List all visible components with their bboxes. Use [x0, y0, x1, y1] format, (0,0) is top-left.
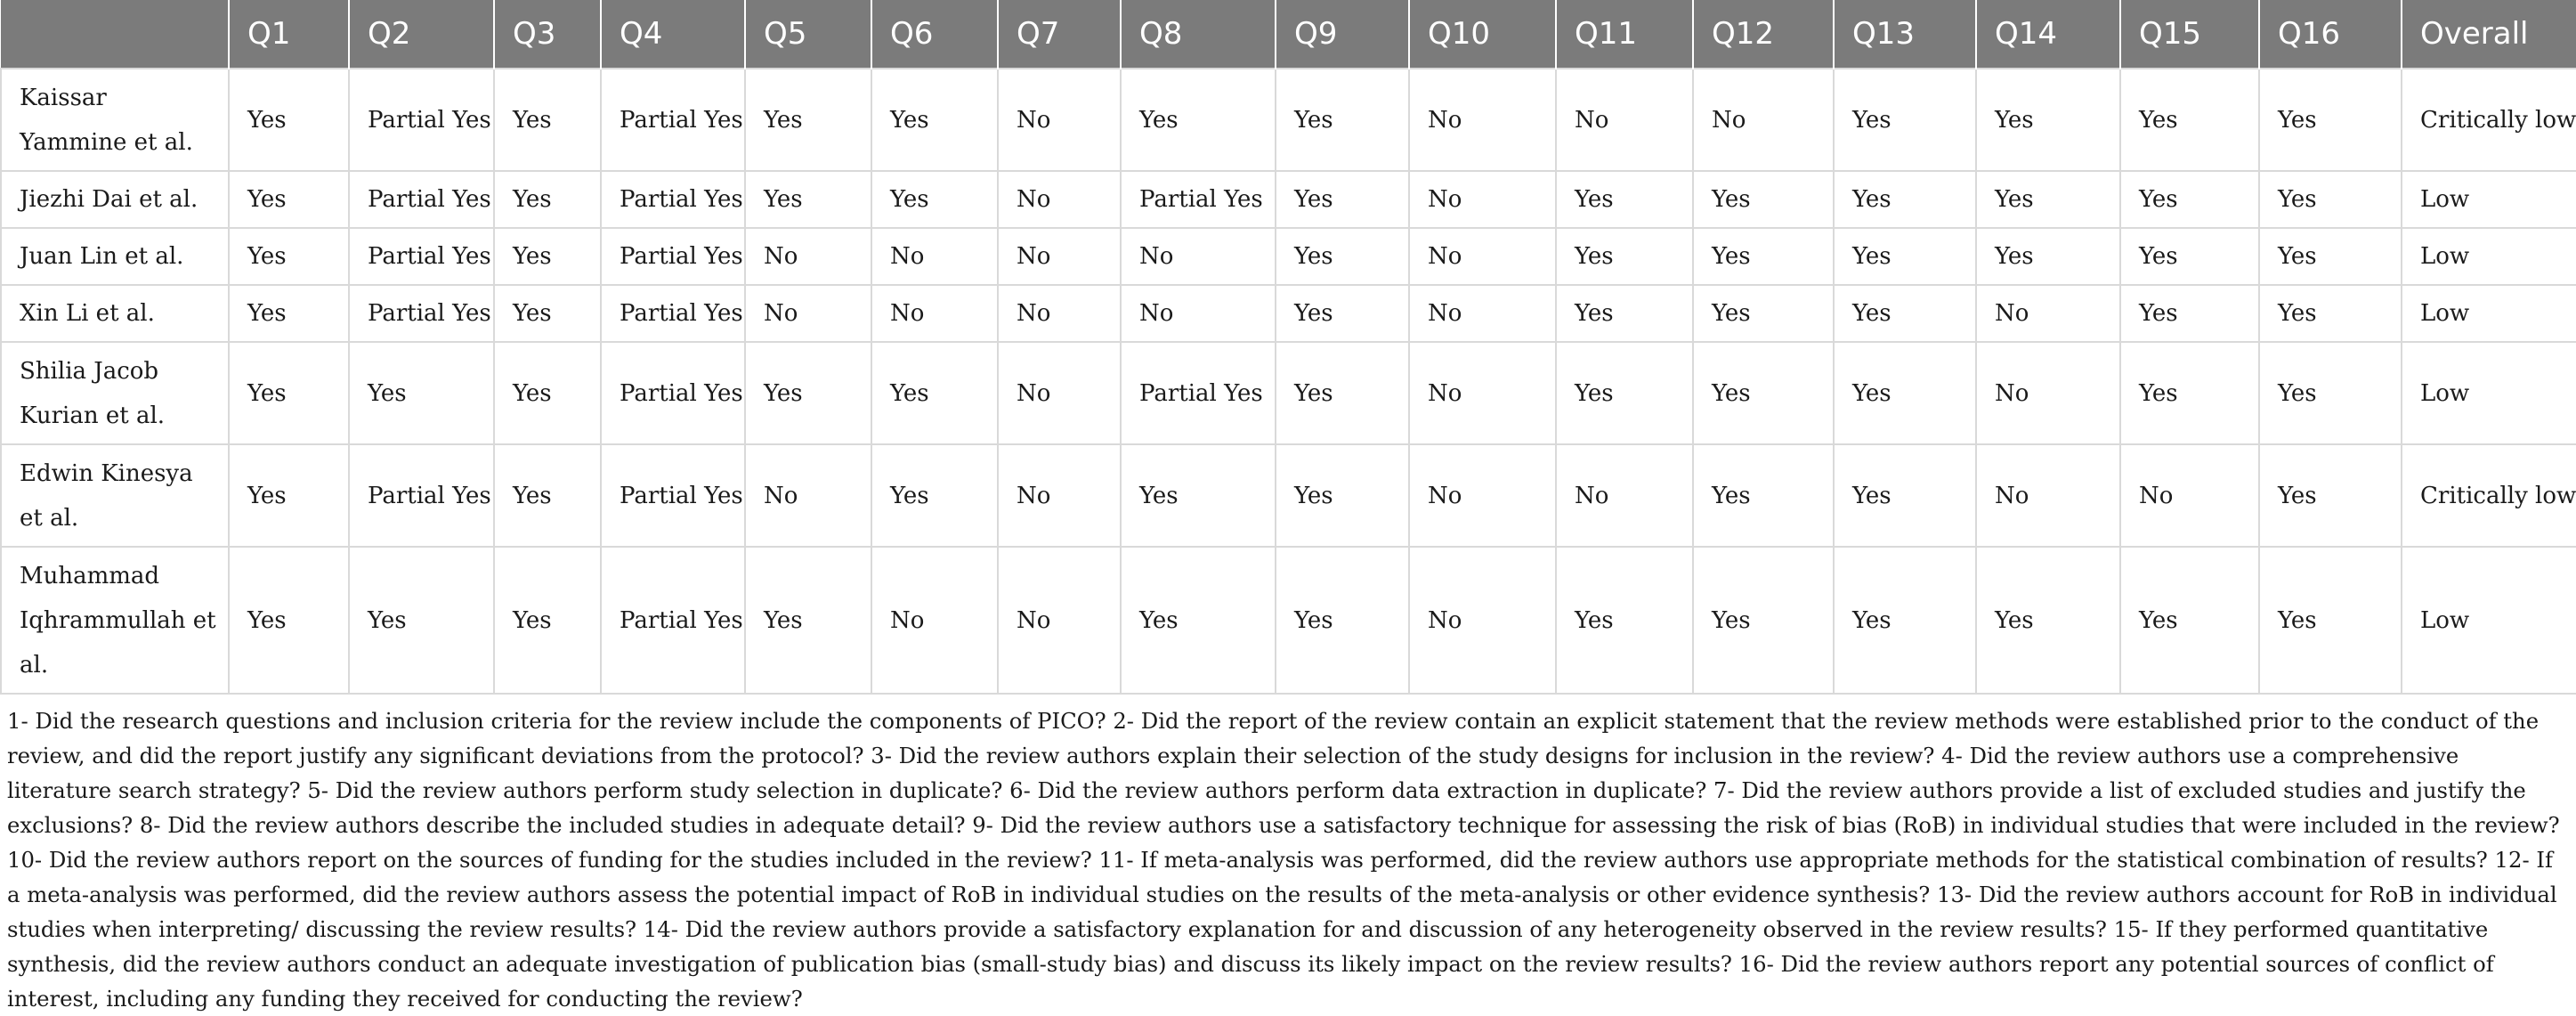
answer-cell-q4: Partial Yes	[601, 444, 745, 547]
answer-cell-q9: Yes	[1276, 69, 1409, 171]
answer-cell-q2: Yes	[349, 547, 494, 694]
answer-cell-q10: No	[1409, 228, 1556, 285]
answer-cell-q3: Yes	[494, 342, 601, 444]
answer-cell-q16: Yes	[2259, 285, 2402, 342]
answer-cell-q6: No	[871, 228, 998, 285]
answer-cell-q4: Partial Yes	[601, 69, 745, 171]
header-q13: Q13	[1834, 0, 1976, 69]
answer-cell-q5: Yes	[745, 69, 871, 171]
answer-cell-q10: No	[1409, 342, 1556, 444]
answer-cell-q1: Yes	[229, 171, 349, 228]
answer-cell-q7: No	[998, 228, 1121, 285]
header-q16: Q16	[2259, 0, 2402, 69]
header-q10: Q10	[1409, 0, 1556, 69]
answer-cell-q11: No	[1556, 69, 1693, 171]
answer-cell-q7: No	[998, 444, 1121, 547]
answer-cell-q13: Yes	[1834, 547, 1976, 694]
answer-cell-q1: Yes	[229, 285, 349, 342]
study-name-cell: Jiezhi Dai et al.	[1, 171, 229, 228]
answer-cell-q8: Yes	[1121, 69, 1276, 171]
answer-cell-q15: Yes	[2120, 171, 2259, 228]
answer-cell-q3: Yes	[494, 285, 601, 342]
answer-cell-q4: Partial Yes	[601, 547, 745, 694]
answer-cell-q8: Yes	[1121, 444, 1276, 547]
answer-cell-q11: Yes	[1556, 342, 1693, 444]
answer-cell-q3: Yes	[494, 547, 601, 694]
table-row	[1, 228, 2576, 285]
answer-cell-q10: No	[1409, 547, 1556, 694]
answer-cell-q14: Yes	[1976, 171, 2120, 228]
table-row	[1, 285, 2576, 342]
answer-cell-q10: No	[1409, 444, 1556, 547]
answer-cell-q3: Yes	[494, 228, 601, 285]
answer-cell-q13: Yes	[1834, 342, 1976, 444]
answer-cell-q1: Yes	[229, 547, 349, 694]
answer-cell-q10: No	[1409, 69, 1556, 171]
answer-cell-q2: Yes	[349, 342, 494, 444]
answer-cell-q13: Yes	[1834, 228, 1976, 285]
header-q7: Q7	[998, 0, 1121, 69]
answer-cell-q7: No	[998, 171, 1121, 228]
answer-cell-q8: No	[1121, 228, 1276, 285]
answer-cell-q11: Yes	[1556, 228, 1693, 285]
overall-rating-cell: Low	[2402, 342, 2576, 444]
answer-cell-q12: Yes	[1693, 342, 1834, 444]
answer-cell-q15: Yes	[2120, 228, 2259, 285]
answer-cell-q7: No	[998, 69, 1121, 171]
answer-cell-q8: Partial Yes	[1121, 171, 1276, 228]
answer-cell-q9: Yes	[1276, 342, 1409, 444]
header-study	[1, 0, 229, 69]
header-q3: Q3	[494, 0, 601, 69]
answer-cell-q12: Yes	[1693, 547, 1834, 694]
answer-cell-q4: Partial Yes	[601, 171, 745, 228]
answer-cell-q1: Yes	[229, 228, 349, 285]
answer-cell-q12: Yes	[1693, 228, 1834, 285]
answer-cell-q6: Yes	[871, 342, 998, 444]
study-name-cell: Kaissar Yammine et al.	[1, 69, 229, 171]
answer-cell-q7: No	[998, 547, 1121, 694]
answer-cell-q1: Yes	[229, 444, 349, 547]
answer-cell-q5: Yes	[745, 547, 871, 694]
answer-cell-q15: Yes	[2120, 285, 2259, 342]
table-row	[1, 342, 2576, 444]
answer-cell-q15: No	[2120, 444, 2259, 547]
answer-cell-q12: Yes	[1693, 444, 1834, 547]
header-q9: Q9	[1276, 0, 1409, 69]
answer-cell-q2: Partial Yes	[349, 285, 494, 342]
answer-cell-q16: Yes	[2259, 228, 2402, 285]
answer-cell-q16: Yes	[2259, 444, 2402, 547]
answer-cell-q5: Yes	[745, 342, 871, 444]
study-name-cell: Shilia Jacob Kurian et al.	[1, 342, 229, 444]
answer-cell-q16: Yes	[2259, 69, 2402, 171]
header-q2: Q2	[349, 0, 494, 69]
answer-cell-q5: No	[745, 444, 871, 547]
header-q14: Q14	[1976, 0, 2120, 69]
answer-cell-q6: No	[871, 285, 998, 342]
answer-cell-q5: Yes	[745, 171, 871, 228]
answer-cell-q11: Yes	[1556, 171, 1693, 228]
answer-cell-q15: Yes	[2120, 69, 2259, 171]
answer-cell-q16: Yes	[2259, 171, 2402, 228]
answer-cell-q9: Yes	[1276, 285, 1409, 342]
answer-cell-q8: Yes	[1121, 547, 1276, 694]
header-q1: Q1	[229, 0, 349, 69]
header-overall: Overall	[2402, 0, 2576, 69]
answer-cell-q7: No	[998, 285, 1121, 342]
table-row	[1, 69, 2576, 171]
study-name-cell: Edwin Kinesya et al.	[1, 444, 229, 547]
answer-cell-q12: Yes	[1693, 285, 1834, 342]
header-q6: Q6	[871, 0, 998, 69]
answer-cell-q2: Partial Yes	[349, 444, 494, 547]
answer-cell-q13: Yes	[1834, 285, 1976, 342]
answer-cell-q1: Yes	[229, 342, 349, 444]
answer-cell-q16: Yes	[2259, 342, 2402, 444]
answer-cell-q7: No	[998, 342, 1121, 444]
study-name-cell: Juan Lin et al.	[1, 228, 229, 285]
overall-rating-cell: Low	[2402, 285, 2576, 342]
overall-rating-cell: Critically low	[2402, 444, 2576, 547]
answer-cell-q12: Yes	[1693, 171, 1834, 228]
answer-cell-q9: Yes	[1276, 444, 1409, 547]
answer-cell-q2: Partial Yes	[349, 69, 494, 171]
overall-rating-cell: Critically low	[2402, 69, 2576, 171]
answer-cell-q8: Partial Yes	[1121, 342, 1276, 444]
answer-cell-q12: No	[1693, 69, 1834, 171]
answer-cell-q11: Yes	[1556, 285, 1693, 342]
answer-cell-q9: Yes	[1276, 228, 1409, 285]
answer-cell-q4: Partial Yes	[601, 228, 745, 285]
answer-cell-q13: Yes	[1834, 444, 1976, 547]
answer-cell-q14: Yes	[1976, 69, 2120, 171]
overall-rating-cell: Low	[2402, 228, 2576, 285]
answer-cell-q9: Yes	[1276, 547, 1409, 694]
table-body	[1, 69, 2576, 694]
header-q12: Q12	[1693, 0, 1834, 69]
answer-cell-q4: Partial Yes	[601, 342, 745, 444]
answer-cell-q11: No	[1556, 444, 1693, 547]
table-row	[1, 171, 2576, 228]
answer-cell-q3: Yes	[494, 444, 601, 547]
answer-cell-q13: Yes	[1834, 69, 1976, 171]
study-name-cell: Muhammad Iqhrammullah et al.	[1, 547, 229, 694]
answer-cell-q10: No	[1409, 285, 1556, 342]
answer-cell-q2: Partial Yes	[349, 228, 494, 285]
answer-cell-q3: Yes	[494, 69, 601, 171]
answer-cell-q14: No	[1976, 444, 2120, 547]
answer-cell-q14: No	[1976, 285, 2120, 342]
overall-rating-cell: Low	[2402, 171, 2576, 228]
answer-cell-q5: No	[745, 228, 871, 285]
answer-cell-q6: Yes	[871, 69, 998, 171]
table-row	[1, 547, 2576, 694]
answer-cell-q16: Yes	[2259, 547, 2402, 694]
answer-cell-q6: No	[871, 547, 998, 694]
answer-cell-q6: Yes	[871, 171, 998, 228]
answer-cell-q14: Yes	[1976, 547, 2120, 694]
answer-cell-q5: No	[745, 285, 871, 342]
answer-cell-q9: Yes	[1276, 171, 1409, 228]
answer-cell-q15: Yes	[2120, 342, 2259, 444]
answer-cell-q4: Partial Yes	[601, 285, 745, 342]
header-q5: Q5	[745, 0, 871, 69]
header-q11: Q11	[1556, 0, 1693, 69]
answer-cell-q13: Yes	[1834, 171, 1976, 228]
header-q8: Q8	[1121, 0, 1276, 69]
answer-cell-q10: No	[1409, 171, 1556, 228]
answer-cell-q8: No	[1121, 285, 1276, 342]
header-q4: Q4	[601, 0, 745, 69]
answer-cell-q11: Yes	[1556, 547, 1693, 694]
study-name-cell: Xin Li et al.	[1, 285, 229, 342]
answer-cell-q14: No	[1976, 342, 2120, 444]
answer-cell-q15: Yes	[2120, 547, 2259, 694]
table-footnote: 1- Did the research questions and inclusion criteria for the review include the components of PICO? 2- Did the report of the review contain an explicit statement that the review methods were established prior to the conduct of the review, and did the report justify any significant deviations from the protocol? 3- Did the review authors explain their selection of the study designs for inclusion in the review? 4- Did the review authors use a comprehensive literature search strategy? 5- Did the review authors perform study selection in duplicate? 6- Did the review authors perform data extraction in duplicate? 7- Did the review authors provide a list of excluded studies and justify the exclusions? 8- Did the review authors describe the included studies in adequate detail? 9- Did the review authors use a satisfactory technique for assessing the risk of bias (RoB) in individual studies that were included in the review? 10- Did the review authors report on the sources of funding for the studies included in the review? 11- If meta-analysis was performed, did the review authors use appropriate methods for the statistical combination of results? 12- If a meta-analysis was performed, did the review authors assess the potential impact of RoB in individual studies on the results of the meta-analysis or other evidence synthesis? 13- Did the review authors account for RoB in individual studies when interpreting/ discussing the review results? 14- Did the review authors provide a satisfactory explanation for and discussion of any heterogeneity observed in the review results? 15- If they performed quantitative synthesis, did the review authors conduct an adequate investigation of publication bias (small-study bias) and discuss its likely impact on the review results? 16- Did the review authors report any potential sources of conflict of interest, including any funding they received for conducting the review?	[7, 708, 2560, 1012]
answer-cell-q1: Yes	[229, 69, 349, 171]
answer-cell-q6: Yes	[871, 444, 998, 547]
overall-rating-cell: Low	[2402, 547, 2576, 694]
answer-cell-q14: Yes	[1976, 228, 2120, 285]
answer-cell-q2: Partial Yes	[349, 171, 494, 228]
answer-cell-q3: Yes	[494, 171, 601, 228]
table-header-row	[1, 0, 2576, 69]
header-q15: Q15	[2120, 0, 2259, 69]
table-row	[1, 444, 2576, 547]
